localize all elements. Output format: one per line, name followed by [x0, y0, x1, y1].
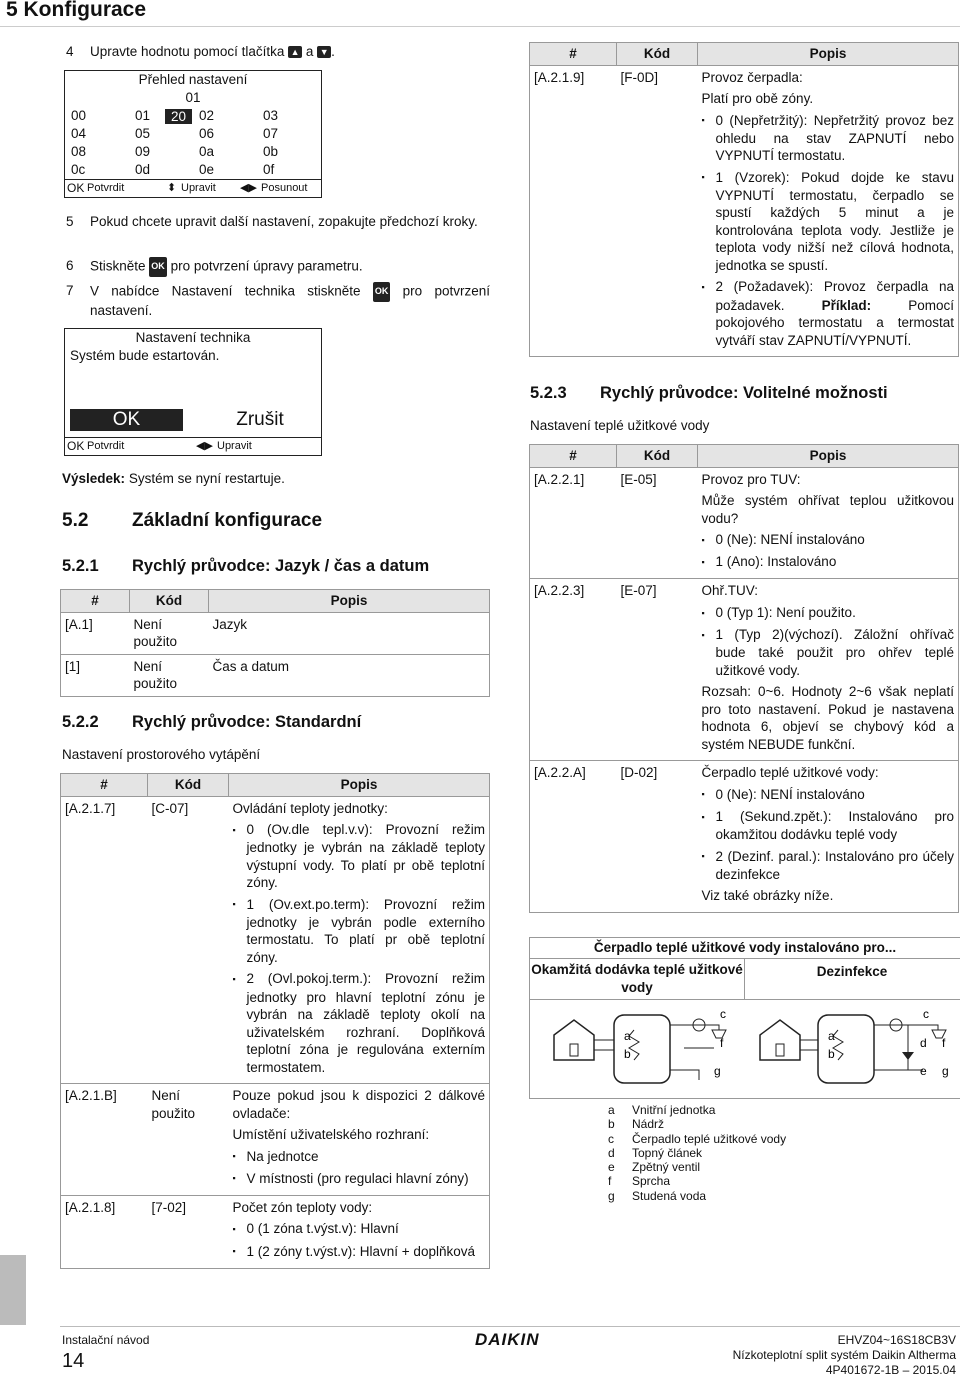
label-g: g — [714, 1064, 721, 1078]
list-item: ▪ Na jednotce — [247, 1148, 486, 1166]
list-item: ▪ 0 (Typ 1): Není použito. — [716, 604, 955, 622]
footer-doc-type: Instalační návod — [62, 1333, 150, 1347]
settings-overview-screen — [64, 70, 322, 198]
list-item — [716, 278, 955, 349]
product-name: Nízkoteplotní split systém Daikin Altherma — [732, 1348, 956, 1362]
legend-text: Vnitřní jednotka — [632, 1103, 716, 1117]
list-item: ▪ 0 (Ov.dle tepl.v.v): Provozní režim jednotky je vybrán na základě teploty výstupní vody. To platí pr obě teplotní zóny. — [247, 821, 486, 892]
table-header-row — [530, 445, 959, 468]
list-item: ▪ 1 (Vzorek): Pokud dojde ke stavu VYPNUTÍ termostatu, čerpadlo se spustí každých 5 minut a je kontrolována teplota vody. Jestliže je teplota vody nižší než cílová hodnota, jednotka se spustí. — [716, 169, 955, 275]
result-text: Systém se nyní restartuje. — [128, 471, 285, 486]
model-number: EHVZ04~16S18CB3V — [837, 1333, 956, 1347]
col-header: # — [61, 590, 130, 613]
cell: [A.1] — [61, 612, 130, 654]
col-header: Kód — [617, 445, 698, 468]
cell: 08 — [71, 144, 87, 159]
left-right-icon: ◀▶ — [196, 440, 213, 452]
section-number: 5.2 — [62, 510, 89, 531]
confirm-label: Potvrdit — [87, 440, 125, 452]
step-text: Upravte hodnotu pomocí tlačítka — [90, 44, 285, 59]
diagram-instant-supply — [534, 1000, 744, 1095]
table-row — [530, 579, 959, 761]
cell-text: Rozsah: 0~6. Hodnoty 2~6 však neplatí pro toto nastavení. Pokud je nastavena hodnota 6, objeví se chybový kód a systém NEBUDE funkční. — [701, 684, 954, 752]
screen-footer — [65, 437, 321, 455]
col-header: Kód — [148, 774, 229, 797]
selected-cell[interactable]: 20 — [165, 109, 192, 124]
cell — [229, 1084, 490, 1196]
cell — [698, 65, 959, 357]
legend-text: Zpětný ventil — [632, 1160, 701, 1175]
list-item: ▪ 1 (Ano): Instalováno — [716, 553, 955, 571]
cell-title: Čerpadlo teplé užitkové vody: — [701, 765, 879, 781]
edit-label: Upravit — [217, 440, 252, 452]
figure-col2-title: Dezinfekce — [816, 964, 888, 979]
section-title: Základní konfigurace — [132, 510, 323, 531]
label-a: a — [828, 1029, 835, 1043]
house-icon — [760, 1020, 800, 1060]
page-number: 14 — [62, 1350, 85, 1372]
cell: [E-07] — [617, 579, 698, 761]
pump-operation-table — [529, 42, 959, 357]
screen-title: Nastavení technika — [135, 330, 251, 345]
label-f: f — [942, 1036, 946, 1050]
step-5 — [66, 213, 490, 231]
confirm-label: Potvrdit — [87, 182, 125, 194]
cell — [698, 761, 959, 913]
step-text: pro potvrzení nastavení. — [90, 283, 490, 318]
legend-key: f — [608, 1174, 612, 1189]
screen-message: Systém bude estartován. — [70, 348, 220, 363]
list-item: ▪ 1 (Sekund.zpět.): Instalováno pro okamžitou dodávku teplé vody — [716, 808, 955, 844]
legend-item — [608, 1146, 786, 1160]
cell: [A.2.1.8] — [61, 1195, 148, 1268]
up-down-icon: ⬍ — [167, 182, 177, 194]
cell-text: Umístění uživatelského rozhraní: — [232, 1127, 430, 1143]
result-line — [62, 471, 285, 486]
dhw-pump-figure — [529, 937, 960, 1099]
section-5-2-3 — [530, 384, 888, 403]
label-e: e — [920, 1064, 927, 1078]
label-c: c — [923, 1007, 929, 1021]
table-row — [61, 612, 490, 654]
language-time-table — [60, 589, 490, 697]
section-5-2 — [62, 510, 323, 532]
legend-key: d — [608, 1145, 615, 1160]
list-item: ▪ 0 (Ne): NENÍ instalováno — [716, 786, 955, 804]
list-text: Pomocí pokojového termostatu a termostat vytváří stav ZAPNUTÍ/VYPNUTÍ. — [715, 297, 954, 348]
label-a: a — [624, 1029, 631, 1043]
cell-title: Provoz čerpadla: — [701, 69, 803, 85]
legend-item — [608, 1103, 786, 1117]
figure-legend — [608, 1103, 786, 1203]
step-4 — [66, 43, 490, 61]
cell: [C-07] — [148, 796, 229, 1084]
step-number: 7 — [66, 283, 74, 298]
footer-left — [62, 1333, 149, 1374]
list-text: 2 (Požadavek): Provoz čerpadla na požadavek. — [715, 279, 954, 313]
legend-text: Studená voda — [632, 1188, 707, 1203]
cell: 0a — [199, 144, 215, 159]
cell: 00 — [71, 108, 87, 123]
list-item: ▪ 1 (Typ 2)(výchozí). Záložní ohřívač bude také použit pro ohřev teplé užitkové vody. — [716, 626, 955, 679]
cell: 0d — [135, 162, 151, 177]
step-number: 5 — [66, 214, 74, 229]
legend-text: Topný článek — [632, 1145, 703, 1160]
col-header: # — [530, 445, 617, 468]
cell: 04 — [71, 126, 87, 141]
page-header — [0, 0, 960, 27]
label-c: c — [720, 1007, 726, 1021]
legend-key: e — [608, 1160, 615, 1175]
document-number: 4P401672-1B – 2015.04 — [825, 1363, 956, 1377]
ok-key-icon: OK — [373, 282, 391, 302]
step-text: Pokud chcete upravit další nastavení, zopakujte předchozí kroky. — [90, 214, 478, 229]
col-header: Kód — [617, 43, 698, 66]
legend-text: Čerpadlo teplé užitkové vody — [632, 1131, 787, 1146]
list-item: ▪ 0 (Ne): NENÍ instalováno — [716, 531, 955, 549]
cell: [7-02] — [148, 1195, 229, 1268]
daikin-logo: DAIKIN — [475, 1330, 540, 1349]
cell: [A.2.2.3] — [530, 579, 617, 761]
legend-text: Nádrž — [632, 1117, 665, 1132]
cell: [A.2.1.9] — [530, 65, 617, 357]
figure-col1-title: Okamžitá dodávka teplé užitkové vody — [531, 962, 743, 995]
legend-item — [608, 1160, 786, 1174]
list-item: ▪ 1 (2 zóny t.výst.v): Hlavní + doplňková — [247, 1243, 486, 1261]
section-5-2-2 — [62, 713, 362, 732]
table-row — [61, 1084, 490, 1196]
list-item: ▪ 1 (Ov.ext.po.term): Provozní režim jednotky je vybrán podle externího termostatu. To platí pr obě teplotní zóny. — [247, 896, 486, 967]
table-header-row — [61, 774, 490, 797]
shift-label: Posunout — [261, 182, 308, 194]
result-label: Výsledek: — [62, 471, 126, 486]
step-number: 4 — [66, 44, 74, 59]
list-item: ▪ V místnosti (pro regulaci hlavní zóny) — [247, 1170, 486, 1188]
cell: [F-0D] — [617, 65, 698, 357]
cell — [698, 467, 959, 579]
shower-icon — [712, 1030, 726, 1038]
col-header: Popis — [209, 590, 490, 613]
table-header-row — [530, 43, 959, 66]
cell: Není použito — [130, 612, 209, 654]
legend-text: Sprcha — [632, 1174, 671, 1189]
legend-item — [608, 1117, 786, 1131]
installer-settings-screen — [64, 328, 322, 456]
label-f: f — [720, 1036, 724, 1050]
tank-shape — [614, 1015, 670, 1083]
cell-title: Provoz pro TUV: — [701, 471, 801, 487]
cell: 0f — [263, 162, 275, 177]
chapter-side-tab — [0, 1255, 26, 1325]
col-header: Kód — [130, 590, 209, 613]
cell: 09 — [135, 144, 151, 159]
footer-right — [733, 1333, 956, 1378]
ok-button[interactable]: OK — [70, 409, 183, 431]
house-icon — [554, 1020, 594, 1060]
cell: Není použito — [148, 1084, 229, 1196]
cell-text: Může systém ohřívat teplou užitkovou vodu? — [701, 493, 954, 526]
label-g: g — [942, 1064, 949, 1078]
example-label: Příklad: — [821, 297, 872, 313]
table-row — [530, 761, 959, 913]
ok-key-label: OK — [67, 439, 85, 453]
cell: [A.2.1.7] — [61, 796, 148, 1084]
tank-shape — [818, 1015, 874, 1083]
table-row — [61, 654, 490, 696]
ok-key-icon: OK — [149, 257, 167, 277]
col-header: # — [61, 774, 148, 797]
legend-key: a — [608, 1103, 615, 1117]
cell — [229, 1195, 490, 1268]
screen-footer — [65, 179, 321, 197]
step-7 — [66, 282, 490, 319]
section-title: Rychlý průvodce: Jazyk / čas a datum — [132, 557, 430, 575]
cell: 02 — [199, 108, 215, 123]
legend-key: b — [608, 1117, 615, 1132]
section-number: 5.2.1 — [62, 557, 99, 575]
list-item: ▪ 2 (Ovl.pokoj.term.): Provozní režim jednotky pro hlavní teplotní zónu je vybrán na základě teploty okolí na uživatelském rozhraní. Doplňková teplotní zóna je regulována externím termostatem. — [247, 970, 486, 1076]
legend-key: c — [608, 1131, 614, 1146]
legend-item — [608, 1189, 786, 1203]
cell: [A.2.2.A] — [530, 761, 617, 913]
standard-settings-table — [60, 773, 490, 1269]
step-text: . — [331, 44, 335, 59]
cell-text: Platí pro obě zóny. — [701, 91, 814, 106]
subheading-dhw: Nastavení teplé užitkové vody — [530, 418, 710, 433]
cell: Čas a datum — [209, 654, 490, 696]
table-row — [61, 796, 490, 1084]
cell — [698, 579, 959, 761]
screen-title: Přehled nastavení — [138, 72, 248, 87]
legend-item — [608, 1132, 786, 1146]
arrow-down-icon: ▼ — [317, 46, 331, 58]
step-text: pro potvrzení úpravy parametru. — [170, 258, 363, 274]
footer-rule — [60, 1326, 960, 1327]
step-number: 6 — [66, 258, 74, 273]
cell: [A.2.1.B] — [61, 1084, 148, 1196]
step-text: V nabídce Nastavení technika stiskněte — [90, 283, 361, 299]
section-number: 5.2.3 — [530, 384, 567, 402]
cell: 03 — [263, 108, 279, 123]
label-b: b — [828, 1047, 835, 1061]
cell: Není použito — [130, 654, 209, 696]
list-item: ▪ 0 (Nepřetržitý): Nepřetržitý provoz bez ohledu na stav ZAPNUTÍ nebo VYPNUTÍ termostatu. — [716, 112, 955, 165]
cell: 0c — [71, 162, 86, 177]
section-number: 5.2.2 — [62, 713, 99, 731]
cell: 01 — [135, 108, 151, 123]
cell — [229, 796, 490, 1084]
section-5-2-1 — [62, 557, 430, 576]
legend-key: g — [608, 1188, 615, 1203]
col-header: Popis — [229, 774, 490, 797]
cell: 07 — [263, 126, 279, 141]
table-row — [530, 467, 959, 579]
table-row — [530, 65, 959, 357]
label-b: b — [624, 1047, 631, 1061]
ok-key-label: OK — [67, 181, 85, 195]
cell: [E-05] — [617, 467, 698, 579]
screen-subtitle: 01 — [185, 90, 201, 105]
cell-title: Ohř.TUV: — [701, 583, 759, 599]
cell: 0e — [199, 162, 215, 177]
step-6 — [66, 257, 490, 277]
step-text: Stiskněte — [90, 258, 146, 274]
cell: [A.2.2.1] — [530, 467, 617, 579]
figure-title: Čerpadlo teplé užitkové vody instalováno pro... — [530, 938, 960, 959]
table-header-row — [61, 590, 490, 613]
col-header: Popis — [698, 445, 959, 468]
cell-title: Počet zón teploty vody: — [232, 1199, 373, 1215]
page-title: 5 Konfigurace — [6, 0, 147, 21]
table-row — [61, 1195, 490, 1268]
step-text: a — [305, 44, 314, 59]
col-header: Popis — [698, 43, 959, 66]
subheading-heating: Nastavení prostorového vytápění — [62, 747, 261, 762]
col-header: # — [530, 43, 617, 66]
cell: Jazyk — [209, 612, 490, 654]
cell: [1] — [61, 654, 130, 696]
cell-text: Viz také obrázky níže. — [701, 888, 834, 904]
check-valve-icon — [902, 1052, 914, 1060]
cell: [D-02] — [617, 761, 698, 913]
cell-title: Ovládání teploty jednotky: — [232, 800, 388, 816]
diagram-disinfection — [748, 1000, 958, 1095]
section-title: Rychlý průvodce: Standardní — [132, 713, 362, 731]
list-item: ▪ 0 (1 zóna t.výst.v): Hlavní — [247, 1220, 486, 1238]
cancel-button[interactable]: Zrušit — [236, 409, 284, 430]
legend-item — [608, 1174, 786, 1188]
list-item: ▪ 2 (Dezinf. paral.): Instalováno pro účely dezinfekce — [716, 848, 955, 884]
section-title: Rychlý průvodce: Volitelné možnosti — [600, 384, 888, 402]
cell: 06 — [199, 126, 215, 141]
cell: 0b — [263, 144, 279, 159]
optional-settings-table — [529, 444, 959, 913]
edit-label: Upravit — [181, 182, 216, 194]
cell-text: Pouze pokud jsou k dispozici 2 dálkové ovladače: — [232, 1088, 485, 1121]
left-right-icon: ◀▶ — [240, 182, 257, 194]
arrow-up-icon: ▲ — [288, 46, 302, 58]
cell: 05 — [135, 126, 151, 141]
label-d: d — [920, 1036, 927, 1050]
